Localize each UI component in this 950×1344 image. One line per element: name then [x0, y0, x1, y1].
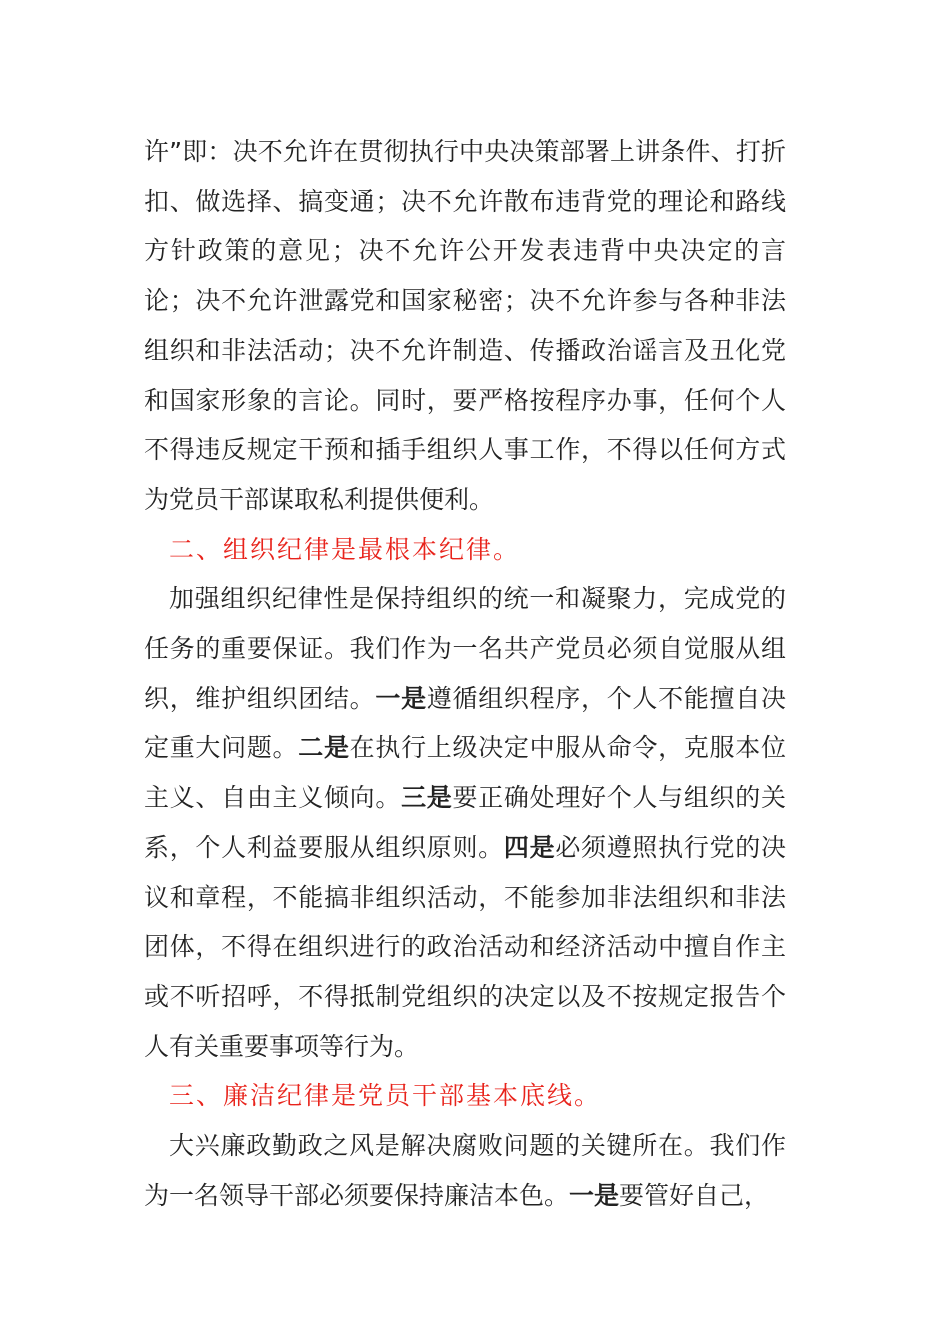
section-heading-organizational-discipline: 二、组织纪律是最根本纪律。	[169, 534, 521, 564]
paragraph-text: 要正确处理好个人与组织的关系，个人利益要服从组织原则。	[144, 783, 786, 862]
paragraph-political-discipline-cont	[144, 127, 786, 525]
bold-point-3: 三是	[401, 783, 453, 813]
paragraph-text: 必须遵照执行党的决议和章程，不能搞非组织活动，不能参加非法组织和非法团体，不得在组织进行的政治活动和经济活动中擅自作主或不听招呼，不得抵制党组织的决定以及不按规定报告个人有关重要事项等行为。	[144, 832, 786, 1061]
bold-point-4: 四是	[503, 832, 556, 862]
bold-point-1: 一是	[375, 683, 427, 713]
paragraph-text: 加强组织纪律性是保持组织的统一和凝聚力，完成党的任务的重要保证。我们作为一名共产党员必须自觉服从组织，维护组织团结。	[144, 584, 786, 713]
paragraph-text: 许”即：决不允许在贯彻执行中央决策部署上讲条件、打折扣、做选择、搞变通；决不允许散布违背党的理论和路线方针政策的意见；决不允许公开发表违背中央决定的言论；决不允许泄露党和国家秘密；决不允许参与各种非法组织和非法活动；决不允许制造、传播政治谣言及丑化党和国家形象的言论。同时，要严格按程序办事，任何个人不得违反规定干预和插手组织人事工作，不得以任何方式为党员干部谋取私利提供便利。	[144, 137, 786, 514]
paragraph-text: 大兴廉政勤政之风是解决腐败问题的关键所在。我们作为一名领导干部必须要保持廉洁本色。	[144, 1131, 786, 1210]
section-heading-integrity-discipline: 三、廉洁纪律是党员干部基本底线。	[169, 1081, 602, 1111]
bold-point-1: 一是	[569, 1180, 620, 1210]
document-body	[144, 127, 786, 1220]
paragraph-integrity-discipline	[144, 1121, 786, 1220]
paragraph-text: 遵循组织程序，个人不能擅自决定重大问题。	[144, 683, 786, 763]
paragraph-text: 要管好自己，	[619, 1180, 770, 1210]
bold-point-2: 二是	[298, 733, 350, 763]
paragraph-organizational-discipline	[144, 574, 786, 1071]
paragraph-text: 在执行上级决定中服从命令，克服本位主义、自由主义倾向。	[144, 733, 786, 813]
